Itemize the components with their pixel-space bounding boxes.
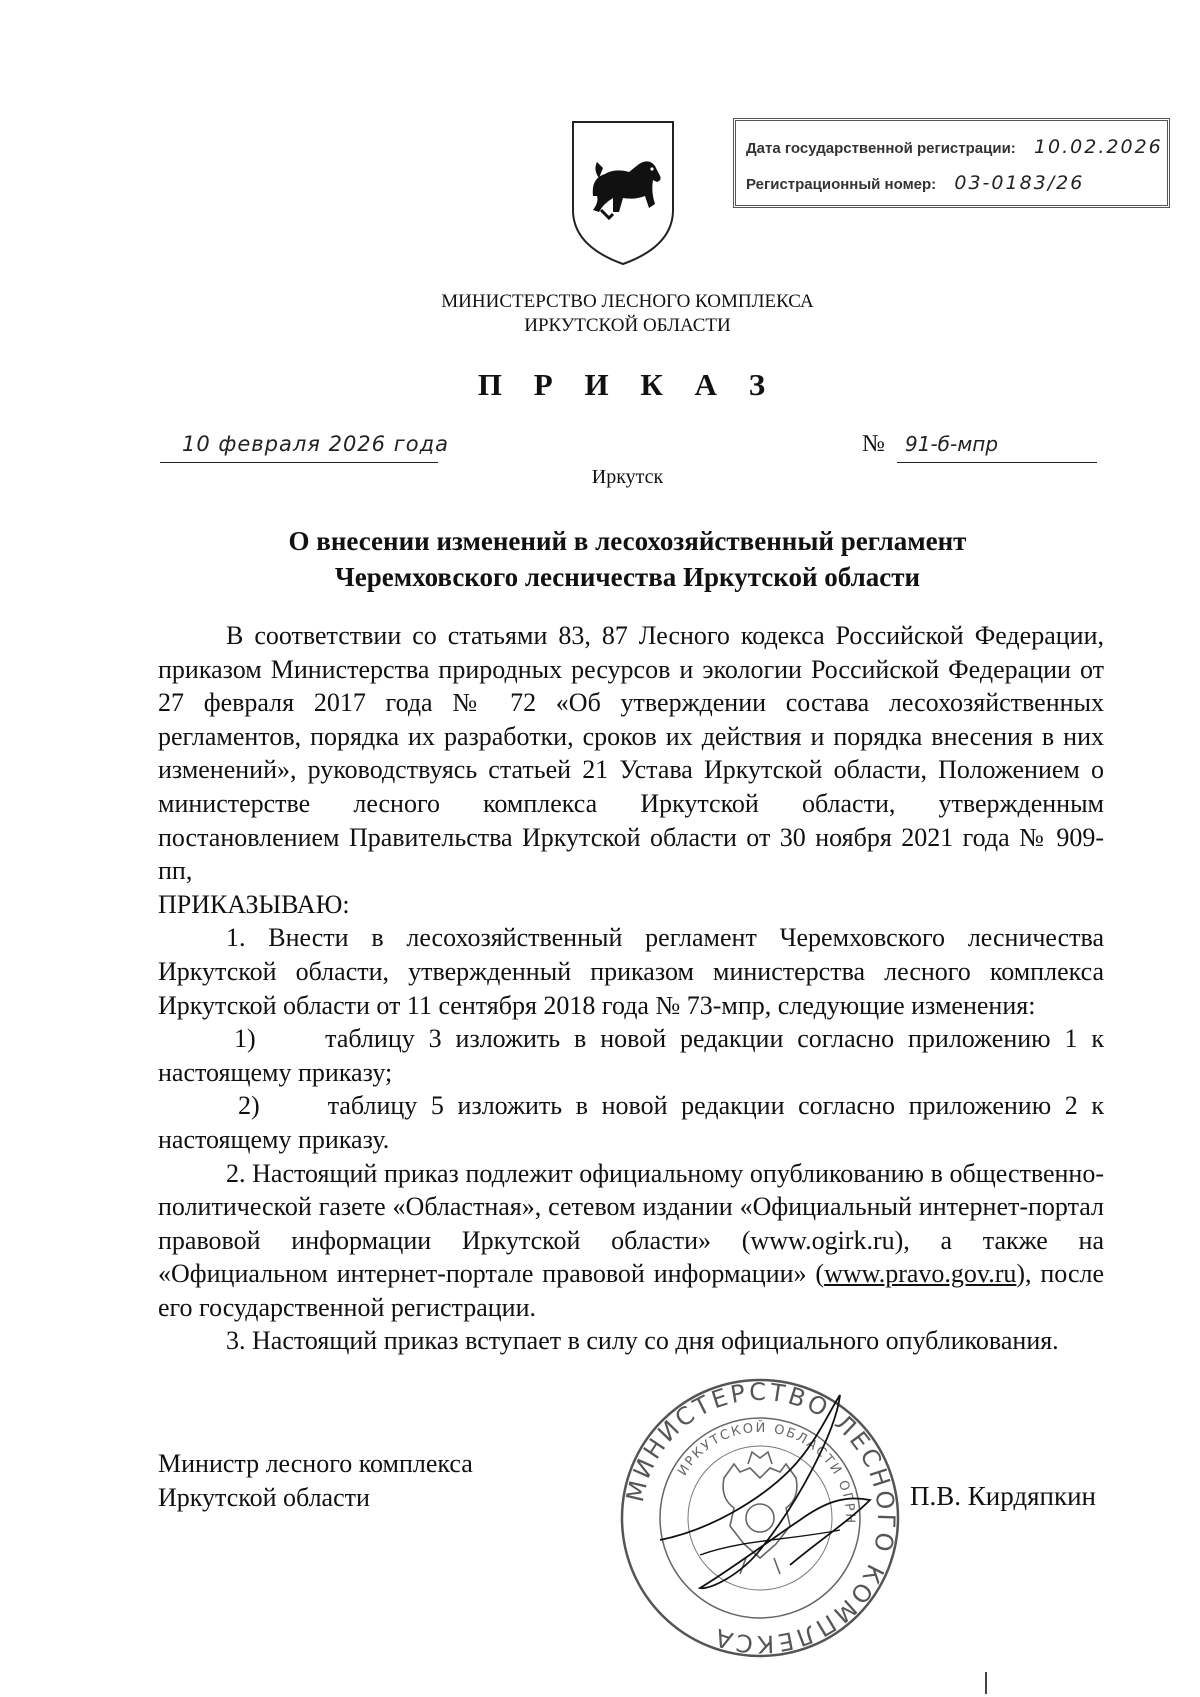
signatory-position-line2: Иркутской области [158, 1483, 370, 1512]
ministry-name-line2: ИРКУТСКОЙ ОБЛАСТИ [524, 315, 731, 336]
item-2-text-end: ), после его государственной регистрации. [158, 1259, 1105, 1322]
order-number-handwritten: 91-б-мпр [905, 432, 999, 456]
handwritten-signature [640, 1390, 920, 1610]
registration-date-value: 10.02.2026 [1033, 136, 1163, 158]
page-edge-mark [985, 1672, 987, 1694]
ministry-name-line1: МИНИСТЕРСТВО ЛЕСНОГО КОМПЛЕКСА [441, 291, 814, 312]
document-title-line2: Черемховского лесничества Иркутской области [334, 562, 921, 592]
item-1-paragraph: 1. Внести в лесохозяйственный регламент Черемховского лесничества Иркутской области, утвержденный приказом министерства лесного комплекса Иркутской области от 11 сентября 2018 года № 73-мпр, следующие изменения: [158, 923, 1104, 1020]
registration-date-label: Дата государственной регистрации: [746, 140, 1016, 157]
registration-stamp [733, 118, 1170, 208]
pravo-gov-link[interactable]: www.pravo.gov.ru [824, 1259, 1017, 1289]
order-date-handwritten: 10 февраля 2026 года [182, 432, 449, 456]
item-2-text-start: 2. Настоящий приказ подлежит официальному опубликованию в общественно-политической газете «Областная», сетевом издании «Официальный интернет-портал правовой информации Иркутской области» (www.ogirk.ru), а также на «Официальном интернет-портале правовой информации» ( [158, 1158, 1104, 1289]
item-1-subitem-2: 2) таблицу 5 изложить в новой редакции согласно приложению 2 к настоящему приказу. [158, 1091, 1104, 1154]
signatory-name: П.В. Кирдяпкин [910, 1481, 1096, 1511]
registration-number-label: Регистрационный номер: [746, 176, 937, 193]
signatory-position-line1: Министр лесного комплекса [158, 1449, 473, 1478]
svg-text:ИРКУТСКОЙ ОБЛАСТИ ОГРН: ИРКУТСКОЙ ОБЛАСТИ ОГРН [675, 1420, 858, 1526]
item-1-subitem-1: 1) таблицу 3 изложить в новой редакции согласно приложению 1 к настоящему приказу; [158, 1024, 1104, 1087]
order-word: ПРИКАЗЫВАЮ: [158, 889, 350, 919]
coat-of-arms-emblem [569, 118, 677, 268]
registration-date-line [746, 136, 1163, 158]
order-date-field [160, 432, 449, 463]
document-title-line1: О внесении изменений в лесохозяйственный регламент [288, 526, 967, 556]
svg-text:МИНИСТЕРСТВО ЛЕСНОГО КОМПЛЕКСА: МИНИСТЕРСТВО ЛЕСНОГО КОМПЛЕКСА [620, 1377, 901, 1659]
item-3-paragraph: 3. Настоящий приказ вступает в силу со дня официального опубликования. [226, 1326, 1059, 1356]
order-number-field [897, 432, 1097, 463]
registration-number-line [746, 172, 1084, 194]
document-body [158, 619, 1104, 1358]
item-2-paragraph [158, 1157, 1104, 1325]
order-number-sign: № [862, 431, 885, 457]
city-name: Иркутск [591, 466, 664, 488]
registration-number-value: 03-0183/26 [954, 172, 1085, 194]
document-type-heading: П Р И К А З [477, 367, 778, 402]
preamble-paragraph: В соответствии со статьями 83, 87 Лесного кодекса Российской Федерации, приказом Министерства природных ресурсов и экологии Российской Федерации от 27 февраля 2017 года № 72 «Об утверждении состава лесохозяйственных регламентов, порядка их разработки, сроков их действия и порядка внесения в них изменений», руководствуясь статьей 21 Устава Иркутской области, Положением о министерстве лесного комплекса Иркутской области, утвержденным постановлением Правительства Иркутской области от 30 ноября 2021 года № 909-пп, [158, 621, 1104, 886]
